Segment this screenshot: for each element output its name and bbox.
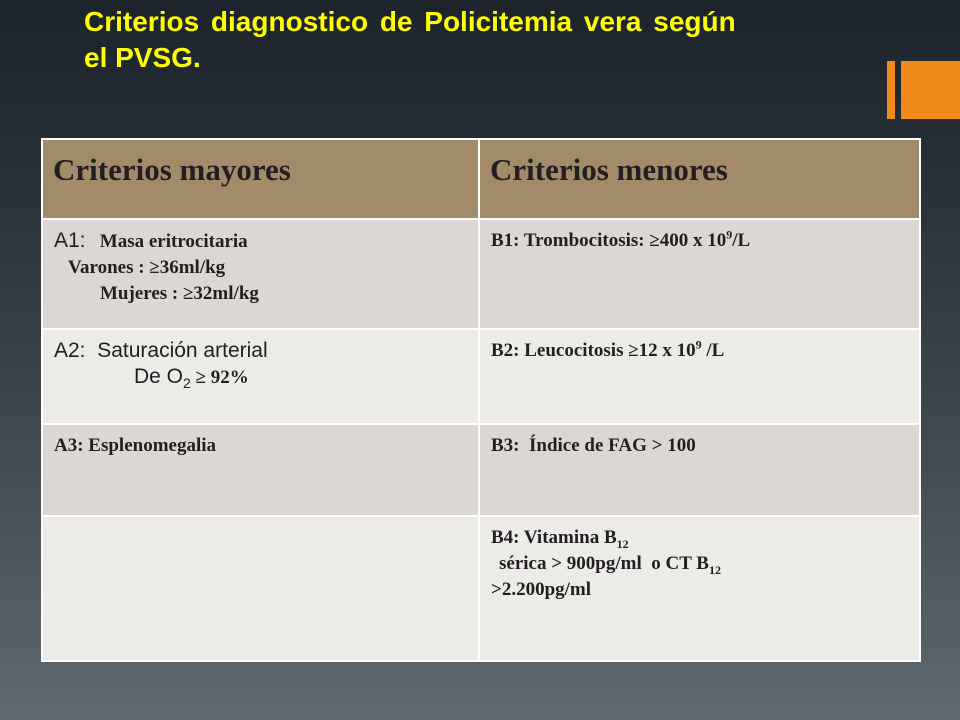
b2-unit: /L xyxy=(706,340,725,362)
cell-empty xyxy=(42,516,479,661)
cell-a3 xyxy=(42,424,479,516)
slide-title xyxy=(84,4,884,76)
b3-text: B3: Índice de FAG > 100 xyxy=(491,434,696,456)
a2-de: De O xyxy=(134,365,184,389)
a2-label: A2: xyxy=(54,339,86,363)
accent-bar-block xyxy=(901,61,960,119)
table-header-row xyxy=(42,139,920,219)
b4-line3: >2.200pg/ml xyxy=(491,578,592,600)
table-row xyxy=(42,516,920,661)
table-row xyxy=(42,219,920,330)
header-major-criteria: Criterios mayores xyxy=(42,139,479,219)
accent-bar-thin xyxy=(887,61,895,119)
b4-line1: B4: Vitamina B xyxy=(491,526,617,548)
b1-text: B1: Trombocitosis: ≥400 x 10 xyxy=(491,229,727,251)
b4-subscript-1: 12 xyxy=(616,536,629,551)
a3-text: A3: Esplenomegalia xyxy=(54,434,217,456)
b4-line2: sérica > 900pg/ml o CT B xyxy=(499,552,709,574)
header-minor-criteria: Criterios menores xyxy=(479,139,920,219)
cell-a1 xyxy=(42,219,479,330)
a1-label: A1: xyxy=(54,228,86,252)
cell-b1 xyxy=(479,219,920,330)
b1-exponent: 9 xyxy=(726,227,733,242)
title-line-1: Criterios diagnostico de Policitemia vera según xyxy=(84,6,736,37)
a2-title: Saturación arterial xyxy=(97,339,268,363)
a1-women: Mujeres : ≥32ml/kg xyxy=(100,282,259,304)
b1-unit: /L xyxy=(732,229,751,251)
cell-b4 xyxy=(479,516,920,661)
b4-subscript-2: 12 xyxy=(708,562,721,577)
a2-subscript: 2 xyxy=(183,375,191,392)
cell-b3 xyxy=(479,424,920,516)
cell-b2 xyxy=(479,329,920,423)
a2-value: ≥ 92% xyxy=(195,367,249,389)
table-row xyxy=(42,424,920,516)
b2-text: B2: Leucocitosis ≥12 x 10 xyxy=(491,340,696,362)
a1-title: Masa eritrocitaria xyxy=(99,230,248,252)
cell-a2 xyxy=(42,329,479,423)
title-line-2: el PVSG. xyxy=(84,42,201,73)
a1-men: Varones : ≥36ml/kg xyxy=(68,256,226,278)
criteria-table xyxy=(41,138,921,662)
b2-exponent: 9 xyxy=(695,338,702,353)
table-row xyxy=(42,329,920,423)
